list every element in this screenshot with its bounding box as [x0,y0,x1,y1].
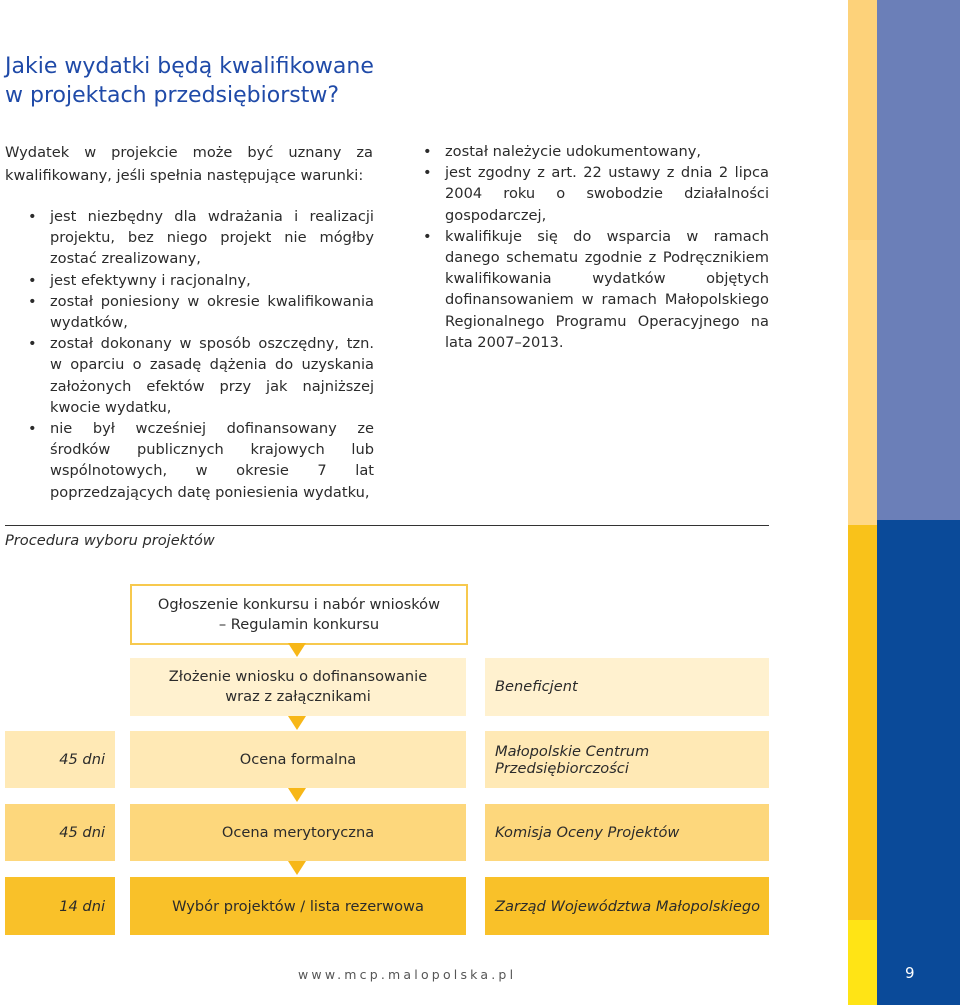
stripe-bright-yellow [848,920,877,1005]
stripe-peach [848,0,877,240]
section-divider [5,525,769,526]
duration-label: 14 dni [5,877,115,935]
arrow-down-icon [288,861,306,875]
actor-label: Małopolskie Centrum Przedsiębiorczości [485,731,769,788]
flow-step-submission [130,658,466,716]
intro-text: Wydatek w projekcie może być uznany za kwalifikowany, jeśli spełnia następujące warunki: [5,144,373,184]
step1-line-2: – Regulamin konkursu [218,615,380,633]
list-item: • jest niezbędny dla wdrażania i realizacji projektu, bez niego projekt nie mógłby zostać zrealizowany, [28,206,374,270]
stripe-light-yellow [848,240,877,525]
footer-url[interactable]: www.mcp.malopolska.pl [298,967,517,982]
title-line-2: w projektach przedsiębiorstw? [5,83,340,108]
step-label: Ocena formalna [130,731,466,788]
flow-actor-beneficiary: Beneficjent [485,658,769,716]
page-number: 9 [905,964,915,982]
step-label: Ocena merytoryczna [130,804,466,861]
duration-label: 45 dni [5,731,115,788]
flow-row-merit [5,804,769,861]
step2-line-1: Złożenie wniosku o dofinansowanie [168,668,428,685]
page-title [5,52,425,110]
title-line-1: Jakie wydatki będą kwalifikowane [5,54,374,79]
list-item: • został należycie udokumentowany, [423,141,769,162]
arrow-down-icon [288,788,306,802]
list-item: • został dokonany w sposób oszczędny, tzn. w oparciu o zasadę dążenia do uzyskania założonych efektów przy jak najniższej kwocie wydatku, [28,333,374,418]
list-item: • kwalifikuje się do wsparcia w ramach danego schematu zgodnie z Podręcznikiem kwalifikowania wydatków objętych dofinansowaniem w ramach Małopolskiego Regionalnego Programu Operacyjnego na lata 2007–2013. [423,226,769,353]
step2-line-2: wraz z załącznikami [225,688,371,705]
arrow-down-icon [288,643,306,657]
stripe-blue-light [877,0,960,520]
conditions-list-left [28,206,374,503]
step1-line-1: Ogłoszenie konkursu i nabór wniosków [157,595,441,613]
flow-step-announcement [130,584,468,645]
duration-label: 45 dni [5,804,115,861]
actor-label: Zarząd Województwa Małopolskiego [485,877,769,935]
list-item: • jest zgodny z art. 22 ustawy z dnia 2 lipca 2004 roku o swobodzie działalności gospodarczej, [423,162,769,226]
list-item: • został poniesiony w okresie kwalifikowania wydatków, [28,291,374,333]
stripe-blue-dark [877,520,960,920]
procedure-heading: Procedura wyboru projektów [5,532,215,549]
step-label: Wybór projektów / lista rezerwowa [130,877,466,935]
list-item: • nie był wcześniej dofinansowany ze środków publicznych krajowych lub wspólnotowych, w okresie 7 lat poprzedzających datę poniesienia wydatku, [28,418,374,503]
conditions-list-right [423,141,769,353]
actor-label: Komisja Oceny Projektów [485,804,769,861]
stripe-blue-bottom [877,920,960,1005]
list-item: • jest efektywny i racjonalny, [28,270,374,291]
arrow-down-icon [288,716,306,730]
flow-row-selection [5,877,769,935]
flow-row-formal [5,731,769,788]
